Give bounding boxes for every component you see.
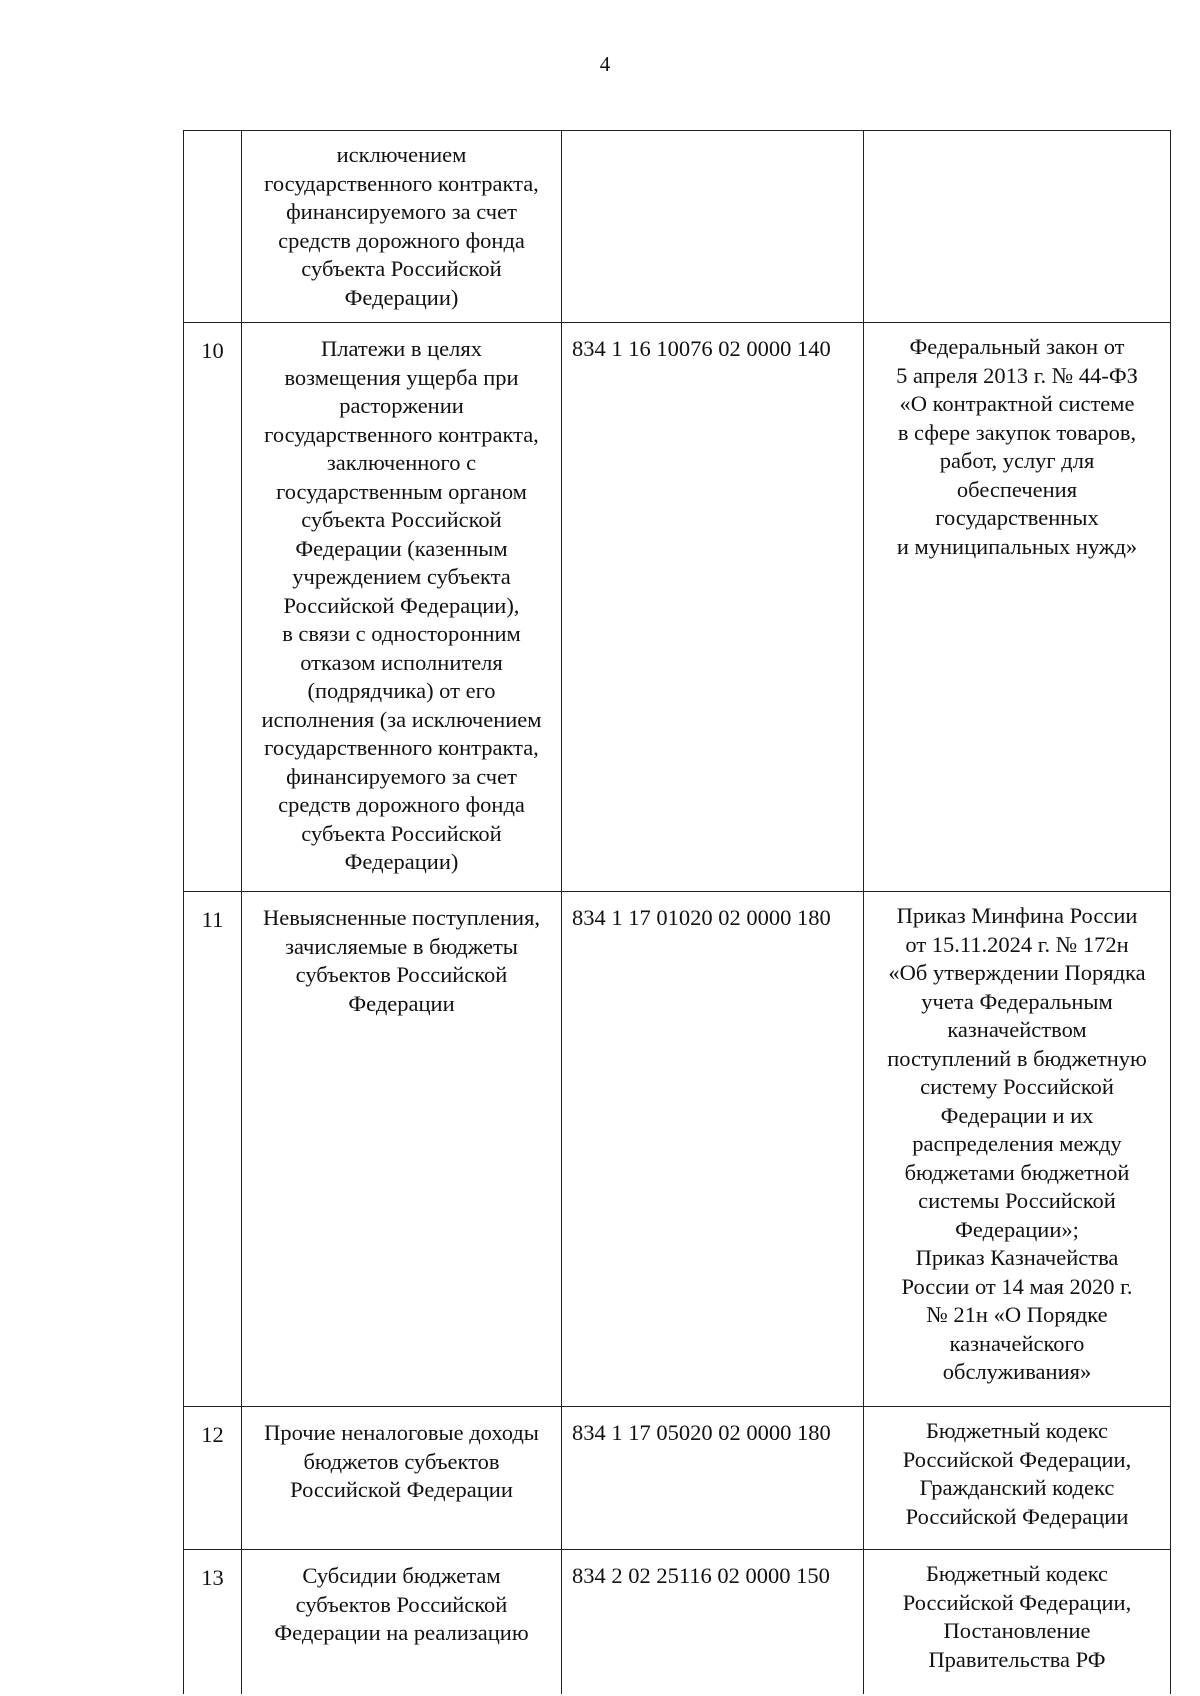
legal-basis-line: от 15.11.2024 г. № 172н xyxy=(905,931,1129,957)
revenue-name-line: финансируемого за счет xyxy=(286,199,517,224)
revenue-name-line: средств дорожного фонда xyxy=(278,792,525,817)
legal-basis-line: Российской Федерации, xyxy=(902,1446,1132,1472)
legal-basis-line: «О контрактной системе xyxy=(899,391,1135,416)
revenue-name-line: исключением xyxy=(336,142,467,167)
legal-basis-line: Российской Федерации, xyxy=(902,1589,1132,1615)
legal-basis-line: казначейского xyxy=(949,1330,1085,1356)
budget-code-cell: 834 1 16 10076 02 0000 140 xyxy=(562,323,864,892)
legal-basis-line: Федеральный закон от xyxy=(909,334,1125,359)
legal-basis-line: систему Российской xyxy=(920,1074,1114,1099)
revenue-name-line: средств дорожного фонда xyxy=(278,227,525,253)
legal-basis-line: Бюджетный кодекс xyxy=(925,1561,1109,1586)
revenue-name-line: Невыясненные поступления, xyxy=(262,905,541,930)
legal-basis-line: учета Федеральным xyxy=(921,988,1113,1014)
legal-basis-line: Федерации»; xyxy=(955,1216,1079,1242)
revenue-name-line: Федерации xyxy=(348,990,455,1016)
revenue-name-cell xyxy=(242,323,562,892)
revenue-name-line: Федерации (казенным xyxy=(295,535,508,561)
revenue-name-line: государственного контракта, xyxy=(264,735,539,760)
revenue-name-line: бюджетов субъектов xyxy=(303,1448,500,1474)
revenue-name-line: Российской Федерации xyxy=(290,1477,513,1502)
revenue-name-line: Прочие неналоговые доходы xyxy=(264,1420,539,1445)
revenue-name-line: отказом исполнителя xyxy=(300,649,503,675)
legal-basis-line: Федерации и их xyxy=(940,1102,1094,1128)
revenue-name-line: субъекта Российской xyxy=(301,256,502,281)
legal-basis-line: распределения между xyxy=(912,1131,1122,1156)
page-number: 4 xyxy=(599,52,611,76)
table-row xyxy=(184,323,1171,892)
budget-code-cell: 834 2 02 25116 02 0000 150 xyxy=(562,1550,864,1695)
revenue-name-line: субъекта Российской xyxy=(301,820,502,846)
row-number-cell: 11 xyxy=(184,892,242,1407)
revenue-name-line: Федерации на реализацию xyxy=(274,1620,529,1645)
legal-basis-line: государственных xyxy=(935,505,1099,530)
row-number-cell: 13 xyxy=(184,1550,242,1695)
budget-code-cell: 834 1 17 01020 02 0000 180 xyxy=(562,892,864,1407)
legal-basis-line: работ, услуг для xyxy=(939,448,1095,473)
revenue-name-line: учреждением субъекта xyxy=(292,564,511,589)
revenue-name-line: субъектов Российской xyxy=(295,962,508,987)
revenue-name-line: Федерации) xyxy=(344,284,459,310)
legal-basis-line: 5 апреля 2013 г. № 44-ФЗ xyxy=(896,362,1138,388)
revenue-name-cell xyxy=(242,131,562,323)
table-row xyxy=(184,131,1171,323)
revenue-name-line: (подрядчика) от его xyxy=(307,678,496,703)
legal-basis-line: Бюджетный кодекс xyxy=(925,1418,1109,1443)
legal-basis-line: в сфере закупок товаров, xyxy=(897,419,1137,445)
legal-basis-line: России от 14 мая 2020 г. xyxy=(901,1273,1133,1299)
revenue-name-line: финансируемого за счет xyxy=(286,763,517,789)
revenue-name-line: заключенного с xyxy=(326,450,477,475)
row-number-cell: 10 xyxy=(184,323,242,892)
revenue-name-line: Субсидии бюджетам xyxy=(302,1563,501,1588)
legal-basis-line: Гражданский кодекс xyxy=(919,1475,1115,1500)
legal-basis-line: «Об утверждении Порядка xyxy=(888,960,1146,985)
legal-basis-cell xyxy=(864,323,1171,892)
revenue-name-line: зачисляемые в бюджеты xyxy=(285,933,518,959)
revenue-name-line: возмещения ущерба при xyxy=(284,364,519,390)
legal-basis-line: поступлений в бюджетную xyxy=(887,1045,1147,1071)
legal-basis-line: Постановление xyxy=(943,1618,1091,1643)
revenue-name-line: государственного контракта, xyxy=(264,421,539,447)
revenue-name-line: субъектов Российской xyxy=(295,1591,508,1617)
legal-basis-line: Российской Федерации xyxy=(905,1503,1129,1529)
revenue-name-line: расторжении xyxy=(339,393,464,418)
legal-basis-line: обслуживания» xyxy=(942,1359,1092,1384)
table-row xyxy=(184,1407,1171,1550)
legal-basis-cell xyxy=(864,892,1171,1407)
legal-basis-line: Правительства РФ xyxy=(928,1646,1106,1672)
revenue-name-line: исполнения (за исключением xyxy=(261,706,542,732)
revenue-name-line: Российской Федерации), xyxy=(283,592,520,618)
revenue-name-cell xyxy=(242,1407,562,1550)
row-number-cell: 12 xyxy=(184,1407,242,1550)
revenue-name-line: субъекта Российской xyxy=(301,507,502,532)
revenue-name-line: государственным органом xyxy=(276,478,527,504)
legal-basis-line: и муниципальных нужд» xyxy=(896,533,1138,559)
legal-basis-line: Приказ Минфина России xyxy=(896,903,1138,928)
table-row xyxy=(184,1550,1171,1695)
revenue-name-cell xyxy=(242,892,562,1407)
budget-code-cell xyxy=(562,131,864,323)
table-row xyxy=(184,892,1171,1407)
revenue-name-cell xyxy=(242,1550,562,1695)
revenue-name-line: государственного контракта, xyxy=(264,170,539,196)
legal-basis-cell xyxy=(864,1407,1171,1550)
legal-basis-line: бюджетами бюджетной xyxy=(904,1159,1130,1185)
legal-basis-line: № 21н «О Порядке xyxy=(926,1302,1108,1327)
legal-basis-line: казначейством xyxy=(947,1017,1087,1042)
legal-basis-line: системы Российской xyxy=(918,1188,1116,1213)
revenue-codes-table xyxy=(183,130,1171,1694)
revenue-name-line: Платежи в целях xyxy=(320,336,482,361)
legal-basis-cell xyxy=(864,131,1171,323)
legal-basis-line: Приказ Казначейства xyxy=(915,1245,1119,1270)
revenue-name-line: Федерации) xyxy=(344,849,459,874)
legal-basis-cell xyxy=(864,1550,1171,1695)
legal-basis-line: обеспечения xyxy=(956,476,1078,502)
revenue-name-line: в связи с односторонним xyxy=(282,621,521,646)
budget-code-cell: 834 1 17 05020 02 0000 180 xyxy=(562,1407,864,1550)
row-number-cell xyxy=(184,131,242,323)
